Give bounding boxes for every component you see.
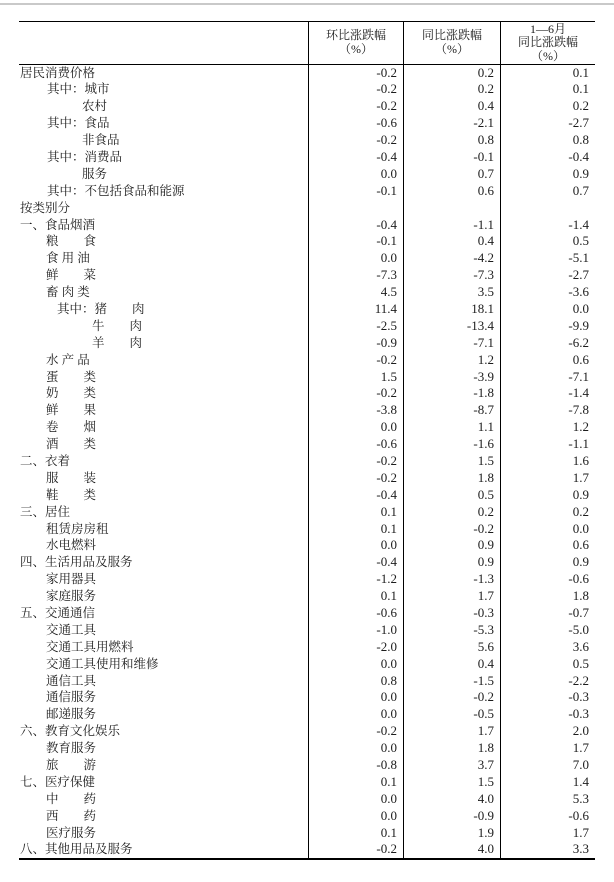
yoy-value: -1.5 (403, 673, 500, 690)
ytd-value: -2.7 (500, 115, 595, 132)
yoy-value: -2.1 (403, 115, 500, 132)
ytd-value: -7.1 (500, 369, 595, 386)
table-row (19, 504, 595, 521)
ytd-value: 0.6 (500, 352, 595, 369)
ytd-value: 0.5 (500, 233, 595, 250)
ytd-value: -0.6 (500, 808, 595, 825)
table-row (19, 757, 595, 774)
ytd-value: -9.9 (500, 318, 595, 335)
yoy-value: -13.4 (403, 318, 500, 335)
table-row (19, 605, 595, 622)
yoy-value: -0.3 (403, 605, 500, 622)
table-row (19, 470, 595, 487)
yoy-value: -8.7 (403, 402, 500, 419)
table-row (19, 318, 595, 335)
table-row (19, 825, 595, 842)
table-row (19, 436, 595, 453)
yoy-value: -0.2 (403, 521, 500, 538)
ytd-value: 5.3 (500, 791, 595, 808)
yoy-value: 0.4 (403, 98, 500, 115)
table-row (19, 149, 595, 166)
yoy-value: 1.2 (403, 352, 500, 369)
table-row (19, 65, 595, 82)
row-label: 家用器具 (46, 572, 97, 587)
yoy-value: -4.2 (403, 250, 500, 267)
table-row (19, 115, 595, 132)
yoy-value: 18.1 (403, 301, 500, 318)
table-row (19, 571, 595, 588)
mom-value: 0.0 (308, 706, 403, 723)
row-label: 交通工具使用和维修 (46, 656, 159, 671)
table-row (19, 166, 595, 183)
mom-value: -0.1 (308, 183, 403, 200)
mom-value: 0.0 (308, 166, 403, 183)
yoy-value: -7.1 (403, 335, 500, 352)
mom-value: -2.5 (308, 318, 403, 335)
yoy-value: 0.2 (403, 504, 500, 521)
yoy-value: 0.2 (403, 65, 500, 82)
table-row (19, 98, 595, 115)
mom-value: -7.3 (308, 267, 403, 284)
row-label: 其中：消费品 (47, 149, 123, 164)
yoy-value: 0.8 (403, 132, 500, 149)
row-label: 粮 食 (46, 234, 97, 249)
ytd-value: 0.7 (500, 183, 595, 200)
table-row (19, 284, 595, 301)
mom-value: -0.8 (308, 757, 403, 774)
ytd-value: 0.2 (500, 504, 595, 521)
mom-value: 0.0 (308, 689, 403, 706)
ytd-value: -0.3 (500, 689, 595, 706)
header-ytd-line1: 1—6月 (529, 22, 566, 36)
ytd-value: 0.0 (500, 521, 595, 538)
yoy-value: 1.5 (403, 774, 500, 791)
row-label: 鲜 果 (46, 403, 97, 418)
row-label: 服务 (82, 166, 108, 181)
table-row (19, 402, 595, 419)
row-label: 鞋 类 (46, 487, 97, 502)
ytd-value: -2.7 (500, 267, 595, 284)
header-mom-line2: （%） (339, 41, 373, 56)
yoy-value: 1.1 (403, 419, 500, 436)
ytd-value (500, 200, 595, 217)
table-row (19, 673, 595, 690)
header-ytd-line2: 同比涨跌幅 (517, 35, 578, 49)
row-label: 通信服务 (46, 690, 97, 705)
table-row (19, 723, 595, 740)
ytd-value: 0.1 (500, 81, 595, 98)
table-row (19, 791, 595, 808)
table-row (19, 267, 595, 284)
mom-value: -0.6 (308, 605, 403, 622)
mom-value: 0.0 (308, 791, 403, 808)
row-label: 农村 (82, 99, 108, 114)
row-label: 其中：城市 (47, 82, 110, 97)
row-label: 五、交通通信 (20, 606, 96, 620)
row-label: 通信工具 (46, 673, 97, 688)
ytd-value: -0.4 (500, 149, 595, 166)
yoy-value: -0.1 (403, 149, 500, 166)
row-label: 七、医疗保健 (20, 774, 96, 789)
table-row (19, 689, 595, 706)
ytd-value: 1.6 (500, 453, 595, 470)
row-label: 蛋 类 (46, 369, 97, 384)
cpi-table (19, 21, 595, 860)
mom-value: 0.0 (308, 740, 403, 757)
ytd-value: 1.7 (500, 825, 595, 842)
yoy-value: 0.4 (403, 656, 500, 673)
yoy-value: 0.6 (403, 183, 500, 200)
mom-value: -0.2 (308, 132, 403, 149)
yoy-value: 0.5 (403, 487, 500, 504)
mom-value: 0.1 (308, 504, 403, 521)
ytd-value: -1.4 (500, 217, 595, 234)
row-label: 卷 烟 (46, 420, 97, 435)
table-body (19, 65, 595, 859)
ytd-value: -6.2 (500, 335, 595, 352)
row-label: 服 装 (46, 470, 97, 485)
row-label: 酒 类 (46, 437, 97, 452)
row-label: 牛 肉 (92, 318, 143, 333)
row-label: 四、生活用品及服务 (20, 555, 133, 570)
yoy-value: -3.9 (403, 369, 500, 386)
ytd-value: 1.7 (500, 740, 595, 757)
mom-value: 4.5 (308, 284, 403, 301)
mom-value: -2.0 (308, 639, 403, 656)
mom-value: -0.2 (308, 841, 403, 858)
table-row (19, 774, 595, 791)
mom-value: 0.8 (308, 673, 403, 690)
mom-value: -0.4 (308, 487, 403, 504)
row-label: 食 用 油 (46, 251, 90, 266)
ytd-value: 1.8 (500, 588, 595, 605)
row-label: 一、食品烟酒 (20, 217, 96, 232)
header-yoy-line1: 同比涨跌幅 (421, 28, 482, 43)
ytd-value: 1.7 (500, 470, 595, 487)
row-label: 八、其他用品及服务 (20, 842, 133, 857)
mom-value: -0.2 (308, 65, 403, 82)
ytd-value: -3.6 (500, 284, 595, 301)
row-label: 其中：猪 肉 (57, 301, 145, 316)
yoy-value: -0.5 (403, 706, 500, 723)
yoy-value: 4.0 (403, 791, 500, 808)
ytd-value: 0.0 (500, 301, 595, 318)
mom-value: -0.4 (308, 149, 403, 166)
table-row (19, 217, 595, 234)
table-header-row (19, 22, 595, 65)
table-row (19, 385, 595, 402)
table-row (19, 81, 595, 98)
mom-value: -1.0 (308, 622, 403, 639)
row-label: 家庭服务 (46, 589, 97, 604)
row-label: 畜 肉 类 (46, 285, 90, 300)
mom-value: 0.0 (308, 419, 403, 436)
yoy-value: 3.7 (403, 757, 500, 774)
page-top-rule (0, 3, 614, 5)
mom-value: -0.2 (308, 470, 403, 487)
yoy-value: 3.5 (403, 284, 500, 301)
yoy-value: -5.3 (403, 622, 500, 639)
ytd-value: 0.8 (500, 132, 595, 149)
row-label: 水 产 品 (46, 352, 90, 367)
mom-value: -0.2 (308, 81, 403, 98)
yoy-value: 0.9 (403, 554, 500, 571)
yoy-value: 1.8 (403, 740, 500, 757)
mom-value: -0.9 (308, 335, 403, 352)
row-label: 其中：食品 (47, 116, 110, 131)
mom-value: -0.2 (308, 385, 403, 402)
ytd-value: 0.2 (500, 98, 595, 115)
ytd-value: -1.1 (500, 436, 595, 453)
ytd-value: -0.6 (500, 571, 595, 588)
mom-value: -0.6 (308, 115, 403, 132)
table-row (19, 233, 595, 250)
ytd-value: -0.3 (500, 706, 595, 723)
mom-value: 0.1 (308, 588, 403, 605)
ytd-value: 0.9 (500, 554, 595, 571)
row-label: 西 药 (46, 808, 97, 823)
yoy-value: -1.6 (403, 436, 500, 453)
table-row (19, 740, 595, 757)
mom-value: -0.2 (308, 352, 403, 369)
table-row (19, 841, 595, 858)
ytd-value: 7.0 (500, 757, 595, 774)
header-cell-mom (308, 22, 403, 64)
mom-value: 0.1 (308, 825, 403, 842)
table-row (19, 369, 595, 386)
row-label: 三、居住 (20, 504, 71, 519)
yoy-value: 1.8 (403, 470, 500, 487)
row-label: 羊 肉 (92, 335, 143, 350)
row-label: 旅 游 (46, 758, 97, 773)
table-row (19, 622, 595, 639)
mom-value: 0.1 (308, 774, 403, 791)
mom-value: -0.2 (308, 98, 403, 115)
row-label: 中 药 (46, 791, 97, 806)
table-row (19, 588, 595, 605)
mom-value (308, 200, 403, 217)
yoy-value: 1.5 (403, 453, 500, 470)
yoy-value: 0.9 (403, 537, 500, 554)
table-row (19, 183, 595, 200)
yoy-value: -0.2 (403, 689, 500, 706)
header-yoy-line2: （%） (435, 41, 469, 56)
table-row (19, 706, 595, 723)
ytd-value: -2.2 (500, 673, 595, 690)
ytd-value: 0.1 (500, 65, 595, 82)
ytd-value: -5.1 (500, 250, 595, 267)
table-row (19, 352, 595, 369)
table-row (19, 453, 595, 470)
row-label: 按类别分 (20, 200, 71, 215)
mom-value: -1.2 (308, 571, 403, 588)
header-cell-yoy (403, 22, 500, 64)
table-row (19, 808, 595, 825)
table-row (19, 250, 595, 267)
row-label: 非食品 (82, 133, 120, 148)
yoy-value: 1.7 (403, 723, 500, 740)
table-row (19, 335, 595, 352)
row-label: 交通工具 (46, 622, 97, 637)
row-label: 居民消费价格 (20, 65, 96, 80)
ytd-value: -0.7 (500, 605, 595, 622)
header-cell-empty (19, 22, 308, 64)
table-row (19, 200, 595, 217)
yoy-value: 0.4 (403, 233, 500, 250)
row-label: 其中：不包括食品和能源 (47, 183, 185, 198)
ytd-value: 0.9 (500, 487, 595, 504)
row-label: 六、教育文化娱乐 (20, 724, 121, 739)
ytd-value: 3.3 (500, 841, 595, 858)
mom-value: -0.4 (308, 554, 403, 571)
mom-value: -0.1 (308, 233, 403, 250)
yoy-value: 0.7 (403, 166, 500, 183)
table-row (19, 419, 595, 436)
mom-value: -0.4 (308, 217, 403, 234)
ytd-value: 1.2 (500, 419, 595, 436)
row-label: 教育服务 (46, 741, 97, 756)
ytd-value: 0.6 (500, 537, 595, 554)
header-ytd-line3: （%） (531, 48, 565, 63)
ytd-value: 0.5 (500, 656, 595, 673)
row-label: 鲜 菜 (46, 268, 97, 283)
mom-value: -0.2 (308, 453, 403, 470)
mom-value: 11.4 (308, 301, 403, 318)
yoy-value: 4.0 (403, 841, 500, 858)
ytd-value: 0.9 (500, 166, 595, 183)
yoy-value: 1.9 (403, 825, 500, 842)
mom-value: 0.0 (308, 808, 403, 825)
yoy-value: -0.9 (403, 808, 500, 825)
row-label: 交通工具用燃料 (46, 639, 134, 654)
ytd-value: -5.0 (500, 622, 595, 639)
ytd-value: 2.0 (500, 723, 595, 740)
ytd-value: 3.6 (500, 639, 595, 656)
yoy-value: -1.8 (403, 385, 500, 402)
row-label: 水电燃料 (46, 538, 97, 553)
yoy-value: 5.6 (403, 639, 500, 656)
row-label: 医疗服务 (46, 825, 97, 840)
table-row (19, 537, 595, 554)
mom-value: 0.0 (308, 537, 403, 554)
table-row (19, 639, 595, 656)
header-mom-line1: 环比涨跌幅 (325, 28, 386, 43)
header-cell-ytd (500, 22, 595, 64)
mom-value: 1.5 (308, 369, 403, 386)
mom-value: 0.1 (308, 521, 403, 538)
mom-value: 0.0 (308, 656, 403, 673)
table-row (19, 554, 595, 571)
mom-value: 0.0 (308, 250, 403, 267)
table-row (19, 301, 595, 318)
yoy-value: -1.1 (403, 217, 500, 234)
mom-value: -0.6 (308, 436, 403, 453)
table-row (19, 656, 595, 673)
table-row (19, 521, 595, 538)
ytd-value: 1.4 (500, 774, 595, 791)
table-row (19, 487, 595, 504)
row-label: 租赁房房租 (46, 521, 109, 536)
mom-value: -3.8 (308, 402, 403, 419)
row-label: 邮递服务 (46, 707, 97, 722)
yoy-value: -7.3 (403, 267, 500, 284)
table-row (19, 132, 595, 149)
yoy-value (403, 200, 500, 217)
mom-value: -0.2 (308, 723, 403, 740)
ytd-value: -1.4 (500, 385, 595, 402)
row-label: 二、衣着 (20, 453, 71, 468)
yoy-value: 0.2 (403, 81, 500, 98)
ytd-value: -7.8 (500, 402, 595, 419)
row-label: 奶 类 (46, 386, 97, 401)
yoy-value: 1.7 (403, 588, 500, 605)
yoy-value: -1.3 (403, 571, 500, 588)
